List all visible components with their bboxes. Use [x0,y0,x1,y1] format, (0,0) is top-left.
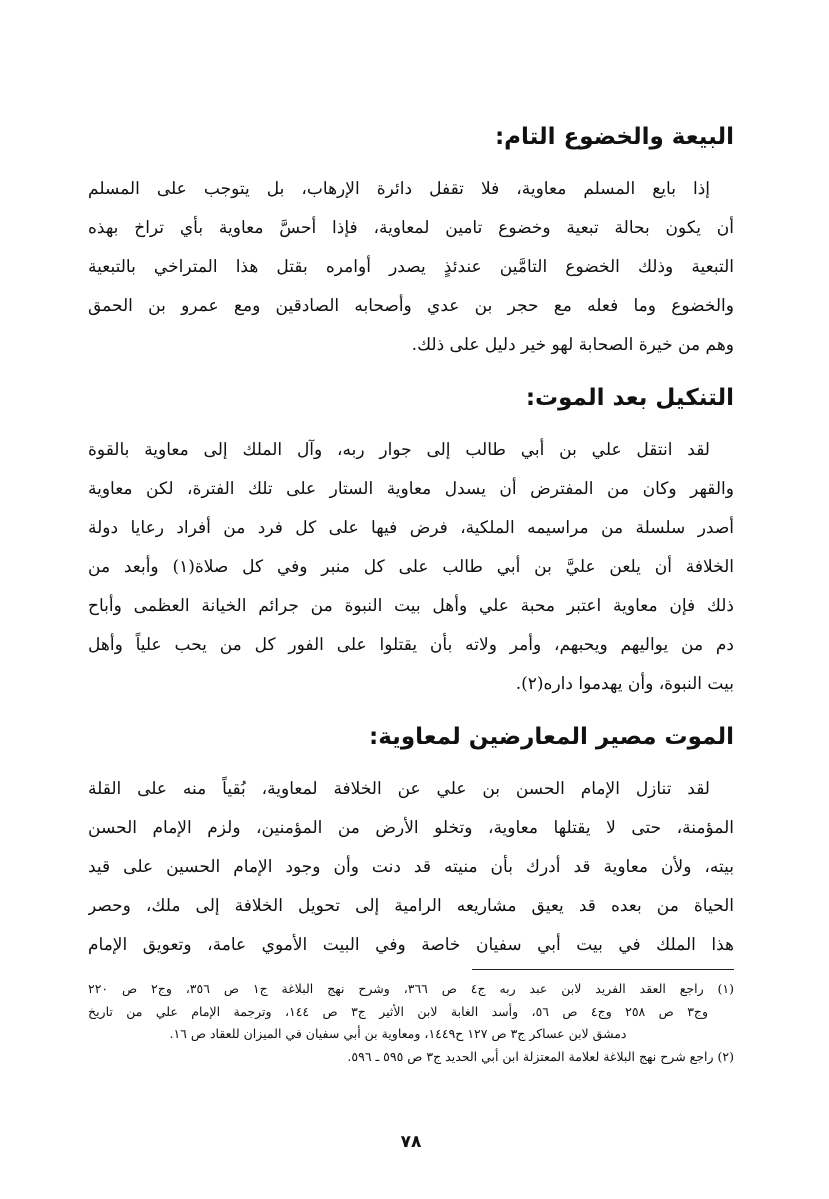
text-line: الخلافة أن يلعن عليَّ بن أبي طالب على كل منبر وفي كل صلاة(١) وأبعد من [88,557,734,577]
footnotes [88,978,734,1068]
paragraph-opponents-fate [88,770,734,965]
text-line: دم من يواليهم ويحبهم، وأمر ولاته بأن يقتلوا على الفور كل من يحب علياً وأهل [88,635,734,655]
text-line: أن يكون بحالة تبعية وخضوع تامين لمعاوية، فإذا أحسَّ معاوية بأي تراخ بهذه [88,218,734,238]
text-line: التبعية وذلك الخضوع التامَّين عندئذٍ يصدر أوامره بقتل هذا المتراخي بالتبعية [88,257,734,277]
text-line: والخضوع وما فعله مع حجر بن عدي وأصحابه الصادقين ومع عمرو بن الحمق [88,296,734,316]
footnote-separator [472,969,734,970]
footnote-1-line: دمشق لابن عساكر ج٣ ص ١٢٧ ح١٤٤٩، ومعاوية بن أبي سفيان في الميزان للعقاد ص ١٦. [169,1026,627,1041]
page-number: ٧٨ [400,1132,422,1152]
text-line: هذا الملك في بيت أبي سفيان خاصة وفي البيت الأموي عامة، وتعويق الإمام [88,935,734,955]
text-line: إذا بايع المسلم معاوية، فلا تقفل دائرة الإرهاب، بل يتوجب على المسلم [88,179,710,199]
text-line: لقد انتقل علي بن أبي طالب إلى جوار ربه، وآل الملك إلى معاوية بالقوة [88,440,710,460]
footnote-1-line: وج٣ ص ٢٥٨ وج٤ ص ٥٦، وأسد الغابة لابن الأثير ج٣ ص ١٤٤، وترجمة الإمام علي من تاريخ [88,1003,709,1019]
text-line: بيته، ولأن معاوية قد أدرك بأن منيته قد دنت وأن وجود الإمام الحسين على قيد [88,857,734,877]
text-line: وهم من خيرة الصحابة لهو خير دليل على ذلك. [411,335,734,355]
paragraph-allegiance [88,170,734,365]
text-line: لقد تنازل الإمام الحسن بن علي عن الخلافة لمعاوية، بُقياً منه على القلة [88,779,710,799]
footnote-1-line: (١) راجع العقد الفريد لابن عبد ربه ج٤ ص ٣٦٦، وشرح نهج البلاغة ج١ ص ٣٥٦، وج٢ ص ٢٢٠ [88,981,734,996]
book-page [88,112,734,1172]
section-heading-abuse-after-death: التنكيل بعد الموت: [525,385,734,411]
text-line: بيت النبوة، وأن يهدموا داره(٢). [515,674,734,694]
text-line: والقهر وكان من المفترض أن يسدل معاوية الستار على تلك الفترة، لكن معاوية [88,479,734,499]
section-heading-allegiance: البيعة والخضوع التام: [494,124,734,150]
section-heading-opponents-fate: الموت مصير المعارضين لمعاوية: [369,724,734,750]
footnote-2: (٢) راجع شرح نهج البلاغة لعلامة المعتزلة ابن أبي الحديد ج٣ ص ٥٩٥ ـ ٥٩٦. [347,1048,734,1064]
text-line: الحياة من بعده قد يعيق مشاريعه الرامية إلى تحويل الخلافة إلى ملك، وحصر [88,896,734,916]
paragraph-abuse-after-death [88,431,734,704]
text-line: أصدر سلسلة من مراسيمه الملكية، فرض فيها على كل فرد من أفراد رعايا دولة [88,518,734,538]
text-line: ذلك فإن معاوية اعتبر محبة علي وأهل بيت النبوة من جرائم الخيانة العظمى وأباح [88,596,734,616]
text-line: المؤمنة، حتى لا يقتلها معاوية، وتخلو الأرض من المؤمنين، ولزم الإمام الحسن [88,818,734,838]
